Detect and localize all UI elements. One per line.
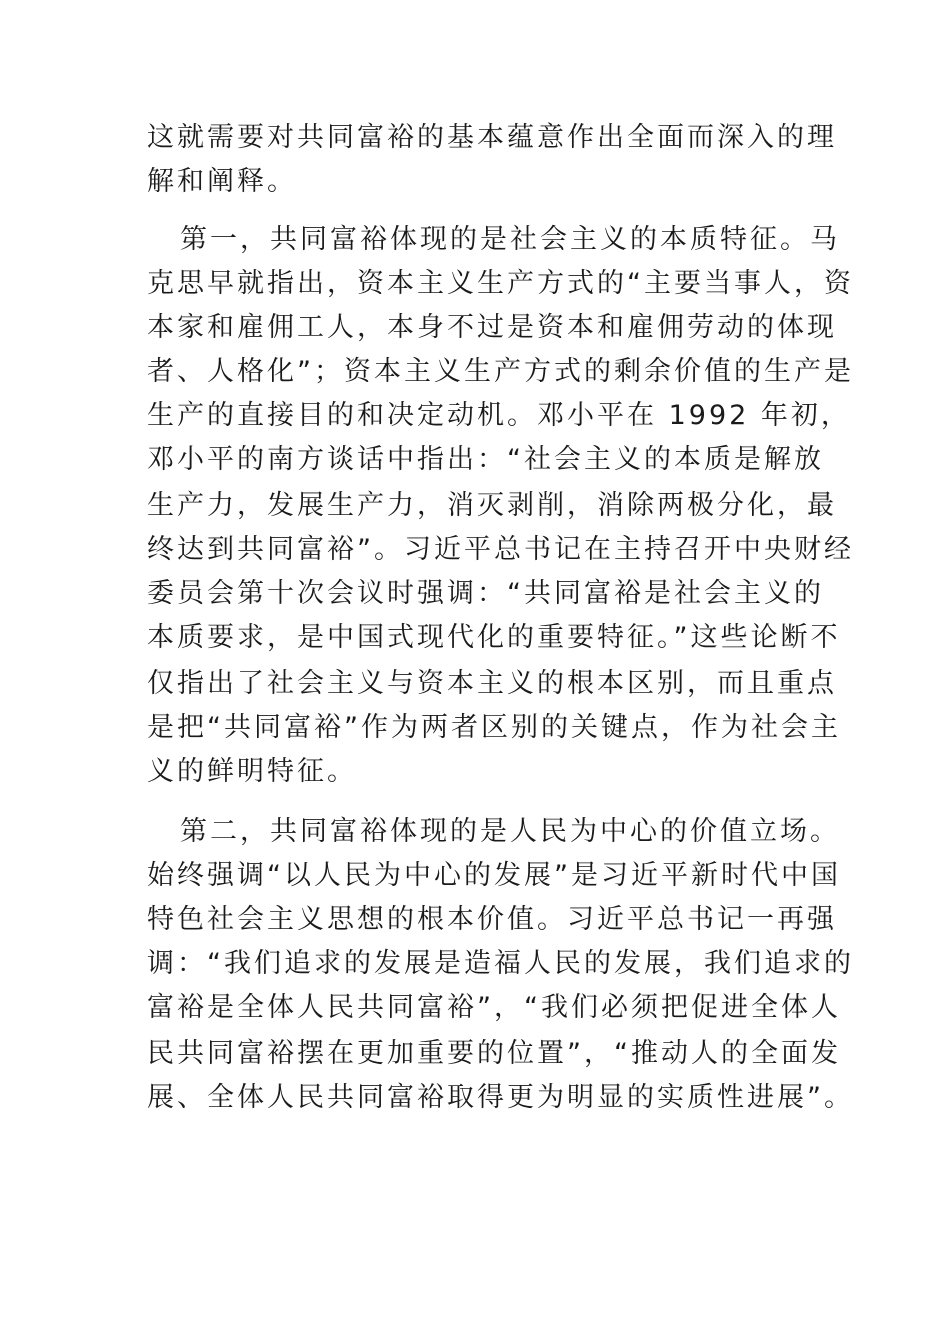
paragraph-1-line-10: 本质要求，是中国式现代化的重要特征。”这些论断不	[147, 622, 841, 653]
paragraph-1-line-1: 第一，共同富裕体现的是社会主义的本质特征。马	[180, 224, 840, 255]
paragraph-1-line-11: 仅指出了社会主义与资本主义的根本区别，而且重点	[147, 668, 837, 699]
paragraph-1-line-12: 是把“共同富裕”作为两者区别的关键点，作为社会主	[147, 712, 841, 743]
paragraph-1-line-2: 克思早就指出，资本主义生产方式的“主要当事人，资	[147, 268, 854, 299]
text-line-1: 这就需要对共同富裕的基本蕴意作出全面而深入的理	[147, 122, 837, 153]
paragraph-1-line-9: 委员会第十次会议时强调：“共同富裕是社会主义的	[147, 578, 824, 609]
paragraph-1-line-13: 义的鲜明特征。	[147, 756, 357, 787]
paragraph-1-line-5: 生产的直接目的和决定动机。邓小平在 1992 年初，	[147, 400, 851, 431]
paragraph-1-line-8: 终达到共同富裕”。习近平总书记在主持召开中央财经	[147, 534, 854, 565]
paragraph-2-line-5: 富裕是全体人民共同富裕”，“我们必须把促进全体人	[147, 992, 841, 1023]
paragraph-2-line-6: 民共同富裕摆在更加重要的位置”，“推动人的全面发	[147, 1038, 841, 1069]
paragraph-2-line-4: 调：“我们追求的发展是造福人民的发展，我们追求的	[147, 948, 854, 979]
paragraph-2-line-1: 第二，共同富裕体现的是人民为中心的价值立场。	[180, 816, 840, 847]
text-line-2: 解和阐释。	[147, 166, 297, 197]
paragraph-1-line-3: 本家和雇佣工人，本身不过是资本和雇佣劳动的体现	[147, 312, 837, 343]
paragraph-2-line-3: 特色社会主义思想的根本价值。习近平总书记一再强	[147, 904, 837, 935]
paragraph-1-line-4: 者、人格化”；资本主义生产方式的剩余价值的生产是	[147, 356, 854, 387]
paragraph-2-line-2: 始终强调“以人民为中心的发展”是习近平新时代中国	[147, 860, 841, 891]
paragraph-2-line-7: 展、全体人民共同富裕取得更为明显的实质性进展”。	[147, 1082, 854, 1113]
paragraph-1-line-7: 生产力，发展生产力，消灭剥削，消除两极分化，最	[147, 490, 837, 521]
paragraph-1-line-6: 邓小平的南方谈话中指出：“社会主义的本质是解放	[147, 444, 824, 475]
